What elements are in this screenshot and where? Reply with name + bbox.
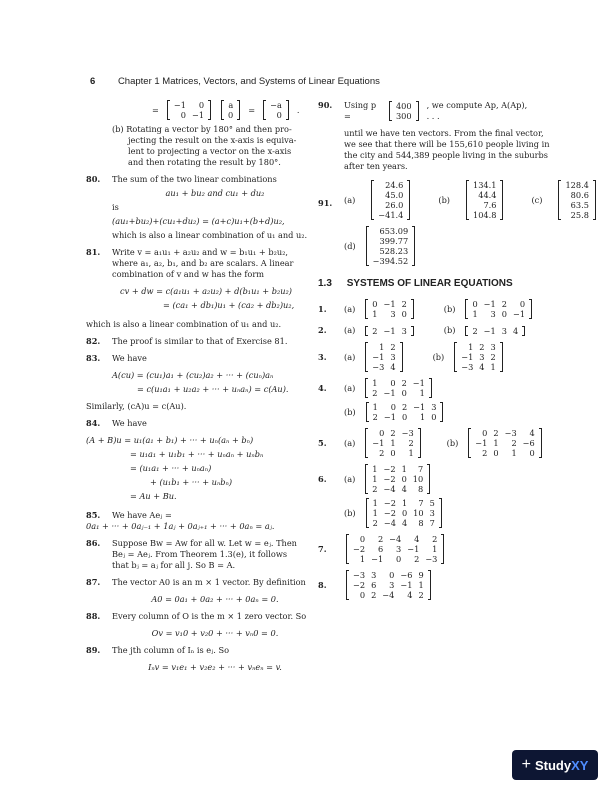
exercise-number: 89. (86, 645, 101, 655)
matrix-entry: 1 (490, 362, 496, 372)
exercise-number: 4. (318, 383, 327, 393)
exercise-90 (318, 100, 530, 122)
equation: au₁ + bu₂ and cu₁ + du₂ (165, 188, 265, 198)
matrix-entry: 25.8 (570, 210, 589, 220)
matrix-entry: 1 (432, 544, 438, 554)
matrix-entry: 653.09 (379, 226, 409, 236)
matrix-entry: 7 (429, 518, 435, 528)
matrix-entry: 0 (482, 428, 488, 438)
matrix-entry: 4 (414, 534, 420, 544)
equation: cv + dw = c(a₁u₁ + a₂u₂) + d(b₁u₁ + b₂u₂) (120, 286, 292, 296)
exercise-83-tail (86, 401, 318, 412)
matrix (468, 428, 541, 458)
text-line: that bⱼ = aⱼ for all j. So B = A. (112, 560, 236, 570)
chapter-title: Chapter 1 Matrices, Vectors, and Systems of Linear Equations (117, 76, 380, 87)
matrix-entry: −1 (383, 299, 396, 309)
exercise-81 (86, 247, 318, 280)
matrix-entry: 2 (493, 428, 499, 438)
matrix (365, 326, 414, 336)
matrix-entry: 6 (371, 580, 377, 590)
matrix-entry: 399.77 (379, 236, 409, 246)
matrix-entry: 1 (359, 554, 366, 564)
matrix-entry: 1 (372, 378, 378, 388)
matrix-entry: 3 (396, 544, 402, 554)
matrix-entry: 2 (401, 299, 407, 309)
matrix-entry: 528.23 (379, 246, 409, 256)
matrix-entry: −3 (504, 428, 517, 438)
matrix-entry: 10 (413, 508, 424, 518)
matrix-entry: 7 (418, 464, 424, 474)
matrix (366, 402, 444, 422)
matrix (365, 464, 430, 494)
matrix-entry: 0 (390, 378, 396, 388)
exercise-number: 1. (318, 304, 327, 314)
text-line: We have Aeⱼ = (112, 510, 172, 520)
matrix-entry: 2 (418, 590, 424, 600)
matrix (465, 299, 532, 319)
matrix-entry: 0 (529, 448, 535, 458)
matrix-entry: −1 (372, 352, 385, 362)
exercise-81-tail (86, 319, 318, 330)
matrix-entry: 1 (511, 448, 517, 458)
matrix-entry: 1 (418, 580, 424, 590)
exercise-number: 90. (318, 100, 333, 110)
matrix-entry: 1 (493, 438, 499, 448)
matrix-entry: 2 (379, 448, 385, 458)
matrix-entry: −1 (400, 580, 413, 590)
matrix-entry: 2 (432, 534, 438, 544)
exercise-80 (86, 174, 318, 241)
matrix-entry: −6 (522, 438, 535, 448)
text-line: The proof is similar to that of Exercise 81. (112, 336, 288, 346)
text-line: Similarly, (cA)u = c(Au). (86, 401, 187, 411)
matrix-entry: −4 (382, 590, 395, 600)
matrix-entry: 2 (408, 438, 414, 448)
matrix-entry: 2 (401, 402, 408, 412)
exercise-number: 2. (318, 325, 327, 335)
matrix-entry: −1 (173, 100, 186, 110)
matrix-entry: 0 (276, 110, 282, 120)
matrix (465, 326, 525, 336)
matrix-entry: 0 (390, 448, 396, 458)
exercise-7 (318, 534, 530, 564)
matrix-entry: −1 (372, 438, 385, 448)
matrix (365, 342, 402, 372)
text-line: We have (112, 418, 147, 428)
text-line: Every column of O is the m × 1 zero vector. So (112, 611, 307, 621)
exercise-1: 1. (a) 0 −1 2 1 3 0 (b) 0 −1 2 0 1 3 0 −1 (318, 299, 530, 319)
matrix-entry: −1 (191, 110, 205, 120)
text-line: lent to projecting a vector on the x-axis (128, 146, 292, 156)
matrix-entry: −2 (383, 474, 396, 484)
text-line: Write v = a₁u₁ + a₂u₂ and w = b₁u₁ + b₂u₂, (112, 247, 289, 257)
equation: = c(u₁a₁ + u₂a₂ + ··· + uₙaₙ) = c(Au). (137, 384, 289, 394)
matrix-entry: 0 (372, 299, 378, 309)
matrix-entry: 2 (511, 438, 517, 448)
matrix-entry: 26.0 (385, 200, 404, 210)
matrix-entry: 0 (472, 299, 478, 309)
matrix-entry: 0 (401, 474, 407, 484)
matrix-entry: 0 (401, 309, 407, 319)
matrix-entry: −1 (407, 544, 420, 554)
matrix-entry: 2 (372, 518, 378, 528)
matrix-entry: 4 (401, 484, 407, 494)
matrix-entry: 0 (379, 428, 385, 438)
exercise-90-body (318, 128, 550, 172)
exercise-3: 3. (a) 1 2 −1 3 −3 4 (b) 1 2 3 −1 3 2 −3 4 1 (318, 342, 530, 372)
text-line: The jth column of Iₙ is eⱼ. So (112, 645, 230, 655)
matrix-entry: 2 (390, 342, 396, 352)
equation: (au₁+bu₂)+(cu₁+du₂) = (a+c)u₁+(b+d)u₂, (112, 216, 285, 226)
matrix-entry: 1 (468, 342, 474, 352)
matrix-entry: 2 (390, 428, 396, 438)
text-line: the city and 544,389 people living in the suburbs (344, 150, 548, 160)
matrix-entry: 2 (414, 554, 420, 564)
exercise-4: 4. (a) 1 0 2 −1 2 −1 0 1 (b) 1 0 2 −1 3 2 −1 0 1 0 (318, 378, 530, 422)
left-column (86, 100, 318, 679)
matrix-entry: 8 (418, 484, 424, 494)
equation: 0a₁ + ··· + 0aⱼ₋₁ + 1aⱼ + 0aⱼ₊₁ + ··· + 0aₙ = aⱼ. (86, 521, 275, 531)
matrix-entry: 6 (377, 544, 384, 554)
matrix-entry: 3 (401, 325, 407, 336)
matrix-entry: −a (270, 100, 282, 110)
matrix-entry: 1 (472, 309, 478, 319)
matrix-entry: −1 (461, 352, 474, 362)
exercise-90-first-line: Using p = 400 300 , we compute Ap, A(Ap), . . . (344, 100, 528, 121)
matrix-entry: −1 (383, 325, 396, 336)
matrix-entry: −1 (475, 438, 488, 448)
matrix-entry: 0 (501, 309, 507, 319)
matrix-entry: 0 (431, 412, 437, 422)
exercise-number: 8. (318, 580, 327, 590)
matrix-entry: 128.4 (565, 180, 589, 190)
matrix-entry: 1 (419, 388, 425, 398)
exercise-number: 83. (86, 353, 101, 363)
exercise-8 (318, 570, 530, 600)
matrix-entry: 2 (501, 299, 507, 309)
matrix-entry: 1 (372, 474, 378, 484)
matrix-entry: 1 (372, 309, 378, 319)
exercise-number: 80. (86, 174, 101, 184)
matrix-entry: −2 (353, 544, 366, 554)
exercise-5: 5. (a) 0 2 −3 −1 1 2 2 0 1 (b) 0 2 −3 4 −1 1 2 −6 2 0 1 0 (318, 428, 530, 458)
rotation-equation: = −1 0 0 −1 a 0 = −a 0 . (152, 100, 300, 120)
matrix-entry: 10 (412, 474, 424, 484)
matrix-entry: 45.0 (385, 190, 404, 200)
exercise-number: 91. (318, 198, 333, 208)
matrix-entry: 104.8 (473, 210, 497, 220)
text-line: after ten years. (344, 161, 408, 171)
equation: = (ca₁ + db₁)u₁ + (ca₂ + db₂)u₂, (163, 300, 295, 310)
section-heading (318, 278, 530, 289)
text-line: until we have ten vectors. From the final vector, (344, 128, 544, 138)
exercise-85 (86, 510, 318, 532)
matrix (558, 180, 595, 220)
exercise-79b (86, 124, 318, 168)
matrix-entry: 8 (418, 518, 424, 528)
matrix (221, 100, 240, 120)
matrix-entry: 4 (401, 518, 408, 528)
exercise-84 (86, 418, 318, 429)
matrix-entry: 300 (395, 111, 412, 121)
matrix-entry: 7.6 (483, 200, 497, 210)
matrix-entry: −1 (413, 402, 426, 412)
matrix-entry: 2 (372, 388, 378, 398)
matrix-entry: 0 (389, 570, 395, 580)
matrix (366, 226, 416, 266)
page-header (90, 76, 380, 87)
equation: Ov = v₁0 + v₂0 + ··· + vₙ0 = 0. (151, 628, 279, 638)
matrix-entry: −1 (383, 412, 396, 422)
matrix-entry: 0 (396, 554, 402, 564)
exercise-number: 6. (318, 474, 327, 484)
exercise-number: 81. (86, 247, 101, 257)
matrix-entry: 2 (479, 342, 485, 352)
matrix (454, 342, 503, 372)
matrix-entry: −1 (483, 299, 496, 309)
matrix-entry: 0 (401, 508, 408, 518)
matrix-entry: 2 (371, 590, 377, 600)
matrix-entry: 1 (379, 342, 385, 352)
matrix-entry: 1 (372, 508, 378, 518)
section-title: SYSTEMS OF LINEAR EQUATIONS (346, 278, 513, 289)
matrix-entry: 1 (401, 498, 408, 508)
equation: = u₁a₁ + u₁b₁ + ··· + uₙaₙ + uₙbₙ (130, 449, 264, 459)
plus-icon: + (521, 756, 531, 773)
matrix-entry: 3 (490, 342, 496, 352)
exercise-number: 82. (86, 336, 101, 346)
text-line: combination of v and w has the form (112, 269, 265, 279)
text-line: We have (112, 353, 147, 363)
matrix-entry: 0 (493, 448, 499, 458)
matrix-entry: −3 (401, 428, 414, 438)
equation: + (u₁b₁ + ··· + uₙbₙ) (150, 477, 233, 487)
exercise-number: 85. (86, 510, 101, 520)
matrix-entry: 0 (228, 110, 234, 120)
text-line: The vector A0 is an m × 1 vector. By definition (112, 577, 306, 587)
matrix-entry: −394.52 (372, 256, 409, 266)
matrix-entry: 2 (490, 352, 496, 362)
equation: = (u₁a₁ + ··· + uₙaₙ) (130, 463, 212, 473)
matrix-entry: 0 (359, 590, 366, 600)
right-column (318, 100, 589, 606)
matrix-entry: −4 (383, 484, 396, 494)
exercise-number: 84. (86, 418, 101, 428)
matrix-entry: 3 (490, 309, 496, 319)
logo-text: StudyXY (534, 757, 589, 773)
text-line: which is also a linear combination of u₁ and u₂. (86, 319, 282, 329)
matrix-entry: 1 (372, 402, 378, 412)
matrix-entry: 1 (390, 438, 396, 448)
matrix (263, 100, 289, 120)
matrix-entry: −1 (512, 309, 526, 319)
section-number: 1.3 (318, 278, 332, 289)
matrix-entry: 5 (429, 498, 435, 508)
matrix (365, 378, 432, 398)
studyxy-logo[interactable] (512, 750, 598, 780)
matrix-entry: 3 (390, 309, 396, 319)
exercise-number: 87. (86, 577, 101, 587)
matrix-entry: −1 (371, 554, 384, 564)
matrix-entry: 3 (501, 325, 507, 336)
matrix-entry: −3 (372, 362, 385, 372)
exercise-number: 5. (318, 438, 327, 448)
matrix-entry: 2 (401, 378, 407, 388)
matrix-entry: −2 (383, 498, 396, 508)
equation: Iₙv = v₁e₁ + v₂e₂ + ··· + vₙeₙ = v. (148, 662, 282, 672)
matrix-entry: −2 (353, 580, 366, 590)
text-line: jecting the result on the x-axis is equiva- (128, 135, 297, 145)
text-line: where a₁, a₂, b₁, and b₂ are scalars. A linear (112, 258, 294, 268)
matrix-entry: 4 (479, 362, 485, 372)
text-line: Beⱼ = Aeⱼ. From Theorem 1.3(e), it follows (112, 549, 288, 559)
matrix-entry: −3 (353, 570, 366, 580)
matrix (389, 101, 419, 121)
matrix-entry: 3 (429, 508, 435, 518)
matrix-entry: −41.4 (378, 210, 404, 220)
matrix-entry: 0 (519, 299, 526, 309)
matrix-entry: 0 (359, 534, 366, 544)
matrix-entry: −1 (383, 388, 396, 398)
exercise-2: 2. (a) 2 −1 3 (b) 2 −1 3 4 (318, 325, 530, 336)
matrix-entry: 63.5 (570, 200, 589, 210)
matrix-entry: −2 (383, 464, 396, 474)
matrix-entry: −1 (483, 325, 496, 336)
matrix-entry: 1 (372, 464, 378, 474)
matrix-entry: 3 (431, 402, 437, 412)
text-line: which is also a linear combination of u₁ and u₂. (112, 230, 308, 240)
exercise-84-equations (86, 435, 318, 502)
matrix-entry: 0 (180, 110, 186, 120)
matrix-entry: −3 (425, 554, 438, 564)
matrix-entry: −4 (383, 518, 396, 528)
matrix-entry: 3 (389, 580, 395, 590)
matrix (371, 180, 410, 220)
matrix-entry: −6 (400, 570, 413, 580)
matrix-entry: 0 (390, 402, 396, 412)
exercise-91 (318, 180, 589, 266)
matrix-entry: 2 (372, 325, 378, 336)
matrix-entry: 2 (482, 448, 488, 458)
matrix-entry: 2 (377, 534, 384, 544)
matrix-entry: 4 (512, 325, 519, 336)
matrix (466, 180, 503, 220)
exercise-82 (86, 336, 318, 347)
matrix-entry: 0 (401, 412, 408, 422)
exercise-86 (86, 538, 318, 571)
matrix-entry: 7 (418, 498, 424, 508)
matrix-entry: 3 (390, 352, 396, 362)
matrix-entry: 4 (407, 590, 413, 600)
matrix-entry: 1 (408, 448, 414, 458)
equation: A(cu) = (cu₁)a₁ + (cu₂)a₂ + ··· + (cuₙ)aₙ (112, 370, 274, 380)
matrix (346, 570, 431, 600)
text-line: is (112, 202, 119, 212)
matrix (366, 498, 442, 528)
matrix-entry: 3 (371, 570, 377, 580)
matrix-entry: 2 (372, 484, 378, 494)
exercise-91-row1: (a) 24.6 45.0 26.0 −41.4 (b) 134.1 44.4 7.6 104.8 (c) 128.4 80.6 63.5 25.8 (344, 180, 530, 220)
exercise-79-continued (86, 100, 318, 120)
matrix-entry: 1 (372, 498, 378, 508)
matrix-entry: 0 (198, 100, 205, 110)
matrix-entry: −1 (412, 378, 425, 388)
matrix-entry: 80.6 (570, 190, 589, 200)
exercise-number: 86. (86, 538, 101, 548)
matrix-entry: −2 (383, 508, 396, 518)
matrix-entry: 2 (372, 412, 378, 422)
exercise-81-equations (86, 286, 318, 311)
exercise-6: 6. (a) 1 −2 1 7 1 −2 0 10 2 −4 4 8 (b) 1 −2 1 7 5 1 −2 0 10 3 2 −4 4 8 7 (318, 464, 530, 528)
matrix-entry: 0 (401, 388, 407, 398)
matrix-entry: a (228, 100, 234, 110)
matrix (365, 428, 420, 458)
text-line: and then rotating the result by 180°. (128, 157, 281, 167)
matrix-entry: 134.1 (473, 180, 497, 190)
exercise-83 (86, 353, 318, 364)
equation: (A + B)u = u₁(a₁ + b₁) + ··· + uₙ(aₙ + bₙ) (86, 435, 254, 445)
exercise-number: 3. (318, 352, 327, 362)
matrix (346, 534, 444, 564)
equation: = Au + Bu. (130, 491, 177, 501)
matrix-entry: 2 (472, 325, 478, 336)
matrix-entry: 4 (390, 362, 396, 372)
text-line: Suppose Bw = Aw for all w. Let w = eⱼ. Then (112, 538, 297, 548)
matrix-entry: 400 (395, 101, 412, 111)
matrix (167, 100, 211, 120)
matrix-entry: 44.4 (478, 190, 497, 200)
matrix-entry: 4 (529, 428, 535, 438)
exercise-88 (86, 611, 318, 639)
text-line: (b) Rotating a vector by 180° and then pro- (112, 124, 292, 134)
text-line: we see that there will be 155,610 people living in (344, 139, 550, 149)
exercise-89 (86, 645, 318, 673)
matrix-entry: 1 (401, 464, 407, 474)
matrix-entry: 24.6 (385, 180, 404, 190)
matrix-entry: −4 (389, 534, 402, 544)
exercise-number: 7. (318, 544, 327, 554)
equation: A0 = 0a₁ + 0a₂ + ··· + 0aₙ = 0. (151, 594, 279, 604)
exercise-87 (86, 577, 318, 605)
exercise-number: 88. (86, 611, 101, 621)
matrix (365, 299, 414, 319)
text-line: The sum of the two linear combinations (112, 174, 277, 184)
matrix-entry: 9 (418, 570, 424, 580)
exercise-91-row2: (d) 653.09 399.77 528.23 −394.52 (344, 226, 530, 266)
exercise-83-equations (86, 370, 318, 395)
matrix-entry: 3 (479, 352, 485, 362)
matrix-entry: −3 (461, 362, 474, 372)
matrix-entry: 1 (420, 412, 426, 422)
page-number: 6 (90, 76, 96, 87)
